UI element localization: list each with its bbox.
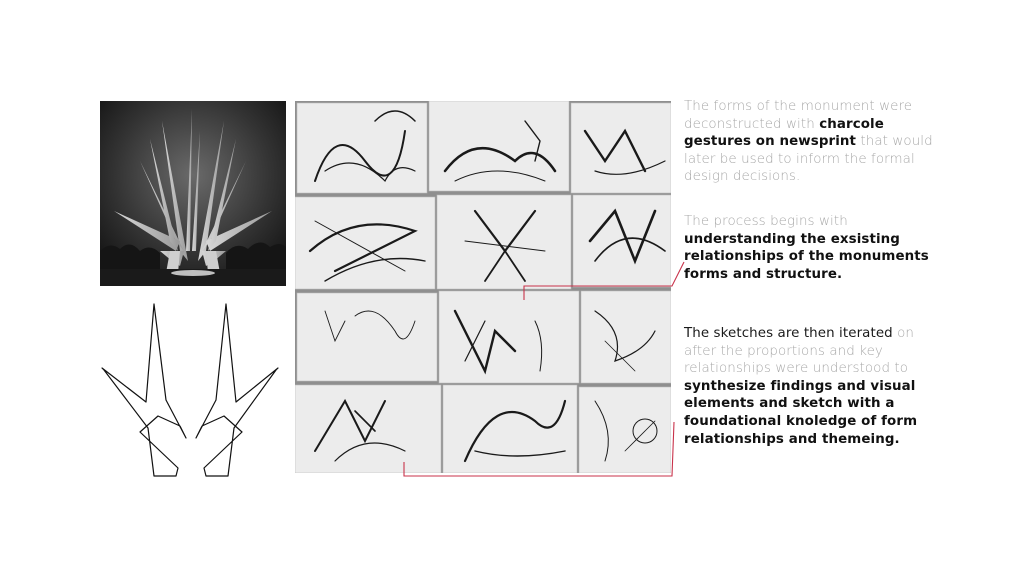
iteration-text-middle: on after the proportions and key relationships were understood to bbox=[684, 326, 915, 377]
intro-text-start: The forms of the monument were deconstructed with bbox=[684, 99, 913, 132]
monument-outline-drawing bbox=[96, 298, 286, 478]
iteration-paragraph bbox=[684, 325, 934, 448]
iteration-text-start: The sketches are then iterated bbox=[684, 326, 893, 341]
process-text-highlight: understanding the exsisting relationships of the monuments forms and structure. bbox=[684, 231, 929, 282]
monument-photo bbox=[100, 101, 286, 286]
charcoal-sketch-grid bbox=[295, 101, 671, 473]
iteration-text-highlight: synthesize findings and visual elements and sketch with a foundational knoledge of form relationships and themeing. bbox=[684, 378, 918, 447]
intro-paragraph bbox=[684, 98, 934, 186]
process-paragraph bbox=[684, 213, 934, 283]
intro-text-highlight: charcole gestures on newsprint bbox=[684, 116, 884, 150]
process-text-start: The process begins with bbox=[684, 214, 848, 229]
intro-text-end: that would later be used to inform the formal design decisions. bbox=[684, 134, 933, 185]
